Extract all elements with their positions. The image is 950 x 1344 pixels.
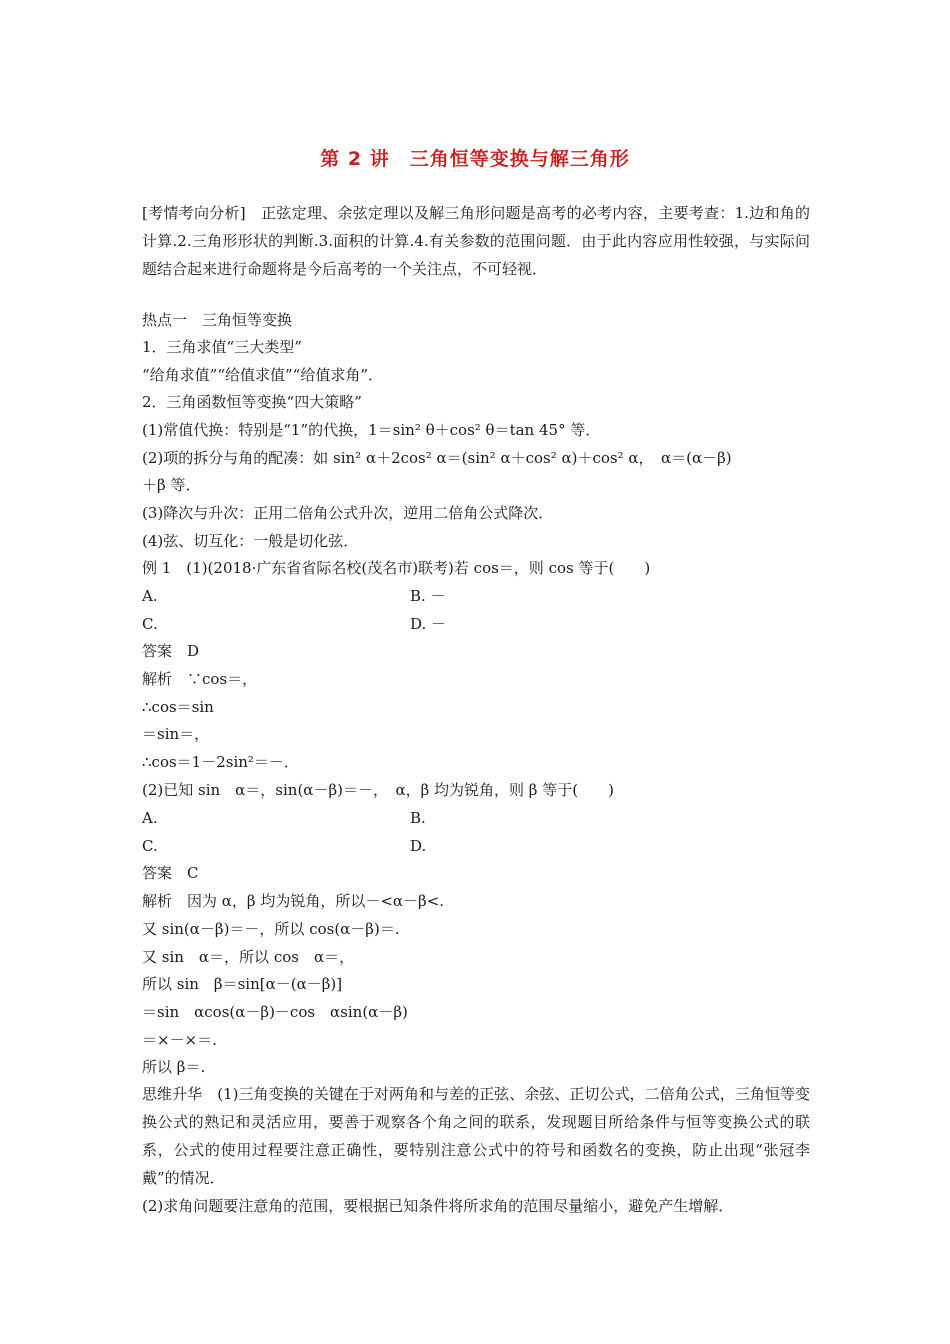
solution-line: 又 sin(α－β)＝－，所以 cos(α－β)＝. — [142, 920, 400, 938]
option-d: D. — [410, 837, 427, 855]
solution-line: ∴cos＝1－2sin²＝－． — [142, 753, 299, 771]
solution-line: 所以 sin β＝sin[α－(α－β)] — [142, 975, 343, 993]
option-a: A. — [142, 587, 158, 605]
solution-line: 解析 ∵cos＝， — [142, 670, 258, 688]
option-c: C. — [142, 837, 158, 855]
text-line: ＋β 等． — [142, 476, 201, 494]
option-d: D. － — [410, 615, 447, 633]
text-line: (4)弦、切互化：一般是切化弦． — [142, 532, 359, 550]
intro-paragraph: [考情考向分析] 正弦定理、余弦定理以及解三角形问题是高考的必考内容，主要考查：1.边和角的计算.2.三角形形状的判断.3.面积的计算.4.有关参数的范围问题．由于此内容应用性较强，与实际问题结合起来进行命题将是今后高考的一个关注点，不可轻视． — [142, 204, 810, 278]
solution-line: 又 sin α＝，所以 cos α＝， — [142, 948, 355, 966]
text-line: (3)降次与升次：正用二倍角公式升次，逆用二倍角公式降次． — [142, 504, 554, 522]
solution-line: ＝×－×＝. — [142, 1031, 217, 1049]
thinking-paragraph: (2)求角问题要注意角的范围，要根据已知条件将所求角的范围尽量缩小，避免产生增解． — [142, 1197, 734, 1215]
text-line: (1)常值代换：特别是“1”的代换，1＝sin² θ＋cos² θ＝tan 45° 等． — [142, 421, 601, 439]
solution-line: ＝sin αcos(α－β)－cos αsin(α－β) — [142, 1003, 408, 1021]
section-heading: 热点一 三角恒等变换 — [142, 311, 293, 329]
example-question: 例 1 (1)(2018·广东省省际名校(茂名市)联考)若 cos＝，则 cos 等于( ) — [142, 559, 651, 577]
solution-line: 解析 因为 α，β 均为锐角，所以－<α－β<. — [142, 892, 445, 910]
option-b: B. － — [410, 587, 446, 605]
solution-line: ＝sin＝， — [142, 725, 210, 743]
text-line: 1．三角求值“三大类型” — [142, 338, 302, 356]
answer-line: 答案 C — [142, 864, 199, 882]
example-question: (2)已知 sin α＝，sin(α－β)＝－， α，β 均为锐角，则 β 等于( ) — [142, 781, 614, 799]
solution-line: 所以 β＝. — [142, 1058, 206, 1076]
option-b: B. — [410, 809, 426, 827]
option-a: A. — [142, 809, 158, 827]
answer-line: 答案 D — [142, 642, 200, 660]
thinking-paragraph: 思维升华 (1)三角变换的关键在于对两角和与差的正弦、余弦、正切公式，二倍角公式，三角恒等变换公式的熟记和灵活应用，要善于观察各个角之间的联系，发现题目所给条件与恒等变换公式的联系，公式的使用过程要注意正确性，要特别注意公式中的符号和函数名的变换，防止出现“张冠李戴”的情况． — [142, 1085, 810, 1187]
page-title: 第 2 讲 三角恒等变换与解三角形 — [320, 148, 630, 170]
text-line: “给角求值”“给值求值”“给值求角”． — [142, 366, 384, 384]
solution-line: ∴cos＝sin — [142, 698, 214, 716]
text-line: (2)项的拆分与角的配凑：如 sin² α＋2cos² α＝(sin² α＋cos² α)＋cos² α， α＝(α－β) — [142, 449, 732, 467]
option-c: C. — [142, 615, 158, 633]
text-line: 2．三角函数恒等变换“四大策略” — [142, 393, 362, 411]
